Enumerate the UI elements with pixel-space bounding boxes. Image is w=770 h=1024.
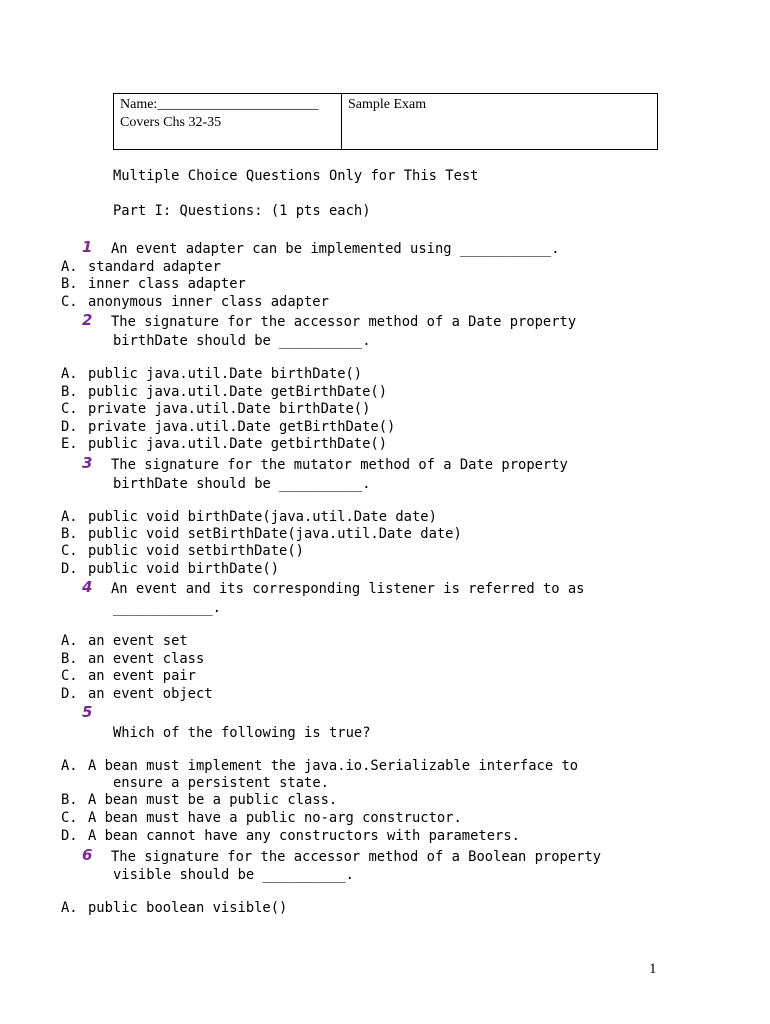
option-letter: D. bbox=[61, 828, 78, 844]
answer-option bbox=[61, 828, 520, 844]
question-number: 3 bbox=[82, 454, 93, 472]
instructions-line: Multiple Choice Questions Only for This Test bbox=[113, 168, 479, 184]
question-text: ____________. bbox=[113, 600, 221, 616]
option-text: public void setBirthDate(java.util.Date date) bbox=[88, 526, 462, 542]
option-letter: C. bbox=[61, 810, 78, 826]
name-field-line: Name:_______________________ bbox=[120, 97, 319, 112]
option-letter: A. bbox=[61, 758, 78, 774]
question-number: 2 bbox=[82, 311, 93, 329]
question-number: 1 bbox=[82, 238, 93, 256]
question-text: Which of the following is true? bbox=[113, 725, 371, 741]
header-right-cell bbox=[342, 94, 657, 153]
option-letter: E. bbox=[61, 436, 78, 452]
answer-option bbox=[61, 633, 188, 649]
answer-option bbox=[61, 900, 287, 916]
question-text: The signature for the accessor method of a Boolean property bbox=[111, 849, 602, 865]
answer-option bbox=[61, 509, 437, 525]
option-letter: C. bbox=[61, 294, 78, 310]
answer-option bbox=[61, 543, 304, 559]
answer-option bbox=[61, 561, 279, 577]
option-letter: B. bbox=[61, 651, 78, 667]
option-text: public void birthDate(java.util.Date date) bbox=[88, 509, 437, 525]
option-text: an event class bbox=[88, 651, 205, 667]
option-letter: C. bbox=[61, 668, 78, 684]
option-letter: B. bbox=[61, 792, 78, 808]
question-text: An event and its corresponding listener is referred to as bbox=[111, 581, 585, 597]
option-text: public boolean visible() bbox=[88, 900, 288, 916]
answer-option bbox=[61, 259, 221, 275]
header-table bbox=[113, 93, 658, 150]
option-text: private java.util.Date getBirthDate() bbox=[88, 419, 396, 435]
option-letter: D. bbox=[61, 419, 78, 435]
option-text: private java.util.Date birthDate() bbox=[88, 401, 371, 417]
option-text: an event pair bbox=[88, 668, 196, 684]
option-letter: A. bbox=[61, 900, 78, 916]
option-letter: A. bbox=[61, 633, 78, 649]
option-text-continued: ensure a persistent state. bbox=[113, 775, 329, 791]
answer-option bbox=[61, 686, 213, 702]
answer-option bbox=[61, 419, 395, 435]
option-text: an event object bbox=[88, 686, 213, 702]
answer-option bbox=[61, 651, 204, 667]
question-text: The signature for the mutator method of a Date property bbox=[111, 457, 568, 473]
question-number: 4 bbox=[82, 578, 93, 596]
option-letter: B. bbox=[61, 526, 78, 542]
option-text: public void birthDate() bbox=[88, 561, 280, 577]
option-text: A bean must have a public no-arg constructor. bbox=[88, 810, 462, 826]
answer-option bbox=[61, 401, 370, 417]
covers-chapters: Covers Chs 32-35 bbox=[120, 115, 222, 130]
option-text: public void setbirthDate() bbox=[88, 543, 304, 559]
option-letter: B. bbox=[61, 384, 78, 400]
option-letter: B. bbox=[61, 276, 78, 292]
page-number: 1 bbox=[649, 961, 657, 977]
header-left-cell bbox=[114, 94, 342, 149]
option-text: A bean must be a public class. bbox=[88, 792, 338, 808]
option-letter: A. bbox=[61, 509, 78, 525]
option-text: public java.util.Date getbirthDate() bbox=[88, 436, 388, 452]
answer-option bbox=[61, 526, 462, 542]
question-text: visible should be __________. bbox=[113, 867, 354, 883]
question-text: birthDate should be __________. bbox=[113, 333, 371, 349]
answer-option bbox=[61, 810, 462, 826]
option-text: public java.util.Date birthDate() bbox=[88, 366, 363, 382]
option-letter: D. bbox=[61, 561, 78, 577]
answer-option bbox=[61, 758, 578, 774]
answer-option bbox=[61, 668, 196, 684]
question-number: 5 bbox=[82, 703, 93, 721]
answer-option bbox=[61, 294, 329, 310]
option-text: an event set bbox=[88, 633, 188, 649]
option-letter: A. bbox=[61, 259, 78, 275]
answer-option bbox=[61, 366, 362, 382]
option-text: A bean cannot have any constructors with parameters. bbox=[88, 828, 520, 844]
question-text: An event adapter can be implemented using ___________. bbox=[111, 241, 560, 257]
option-letter: A. bbox=[61, 366, 78, 382]
question-number: 6 bbox=[82, 846, 93, 864]
answer-option bbox=[61, 384, 387, 400]
part-heading: Part I: Questions: (1 pts each) bbox=[113, 203, 371, 219]
question-text: birthDate should be __________. bbox=[113, 476, 371, 492]
question-text: The signature for the accessor method of a Date property bbox=[111, 314, 577, 330]
option-text: inner class adapter bbox=[88, 276, 246, 292]
exam-title: Sample Exam bbox=[348, 97, 427, 112]
option-text: standard adapter bbox=[88, 259, 221, 275]
option-text: anonymous inner class adapter bbox=[88, 294, 329, 310]
answer-option bbox=[61, 792, 337, 808]
answer-option bbox=[61, 276, 246, 292]
option-text: public java.util.Date getBirthDate() bbox=[88, 384, 388, 400]
option-letter: C. bbox=[61, 543, 78, 559]
option-letter: D. bbox=[61, 686, 78, 702]
option-text: A bean must implement the java.io.Serializable interface to bbox=[88, 758, 579, 774]
option-letter: C. bbox=[61, 401, 78, 417]
answer-option bbox=[61, 436, 387, 452]
